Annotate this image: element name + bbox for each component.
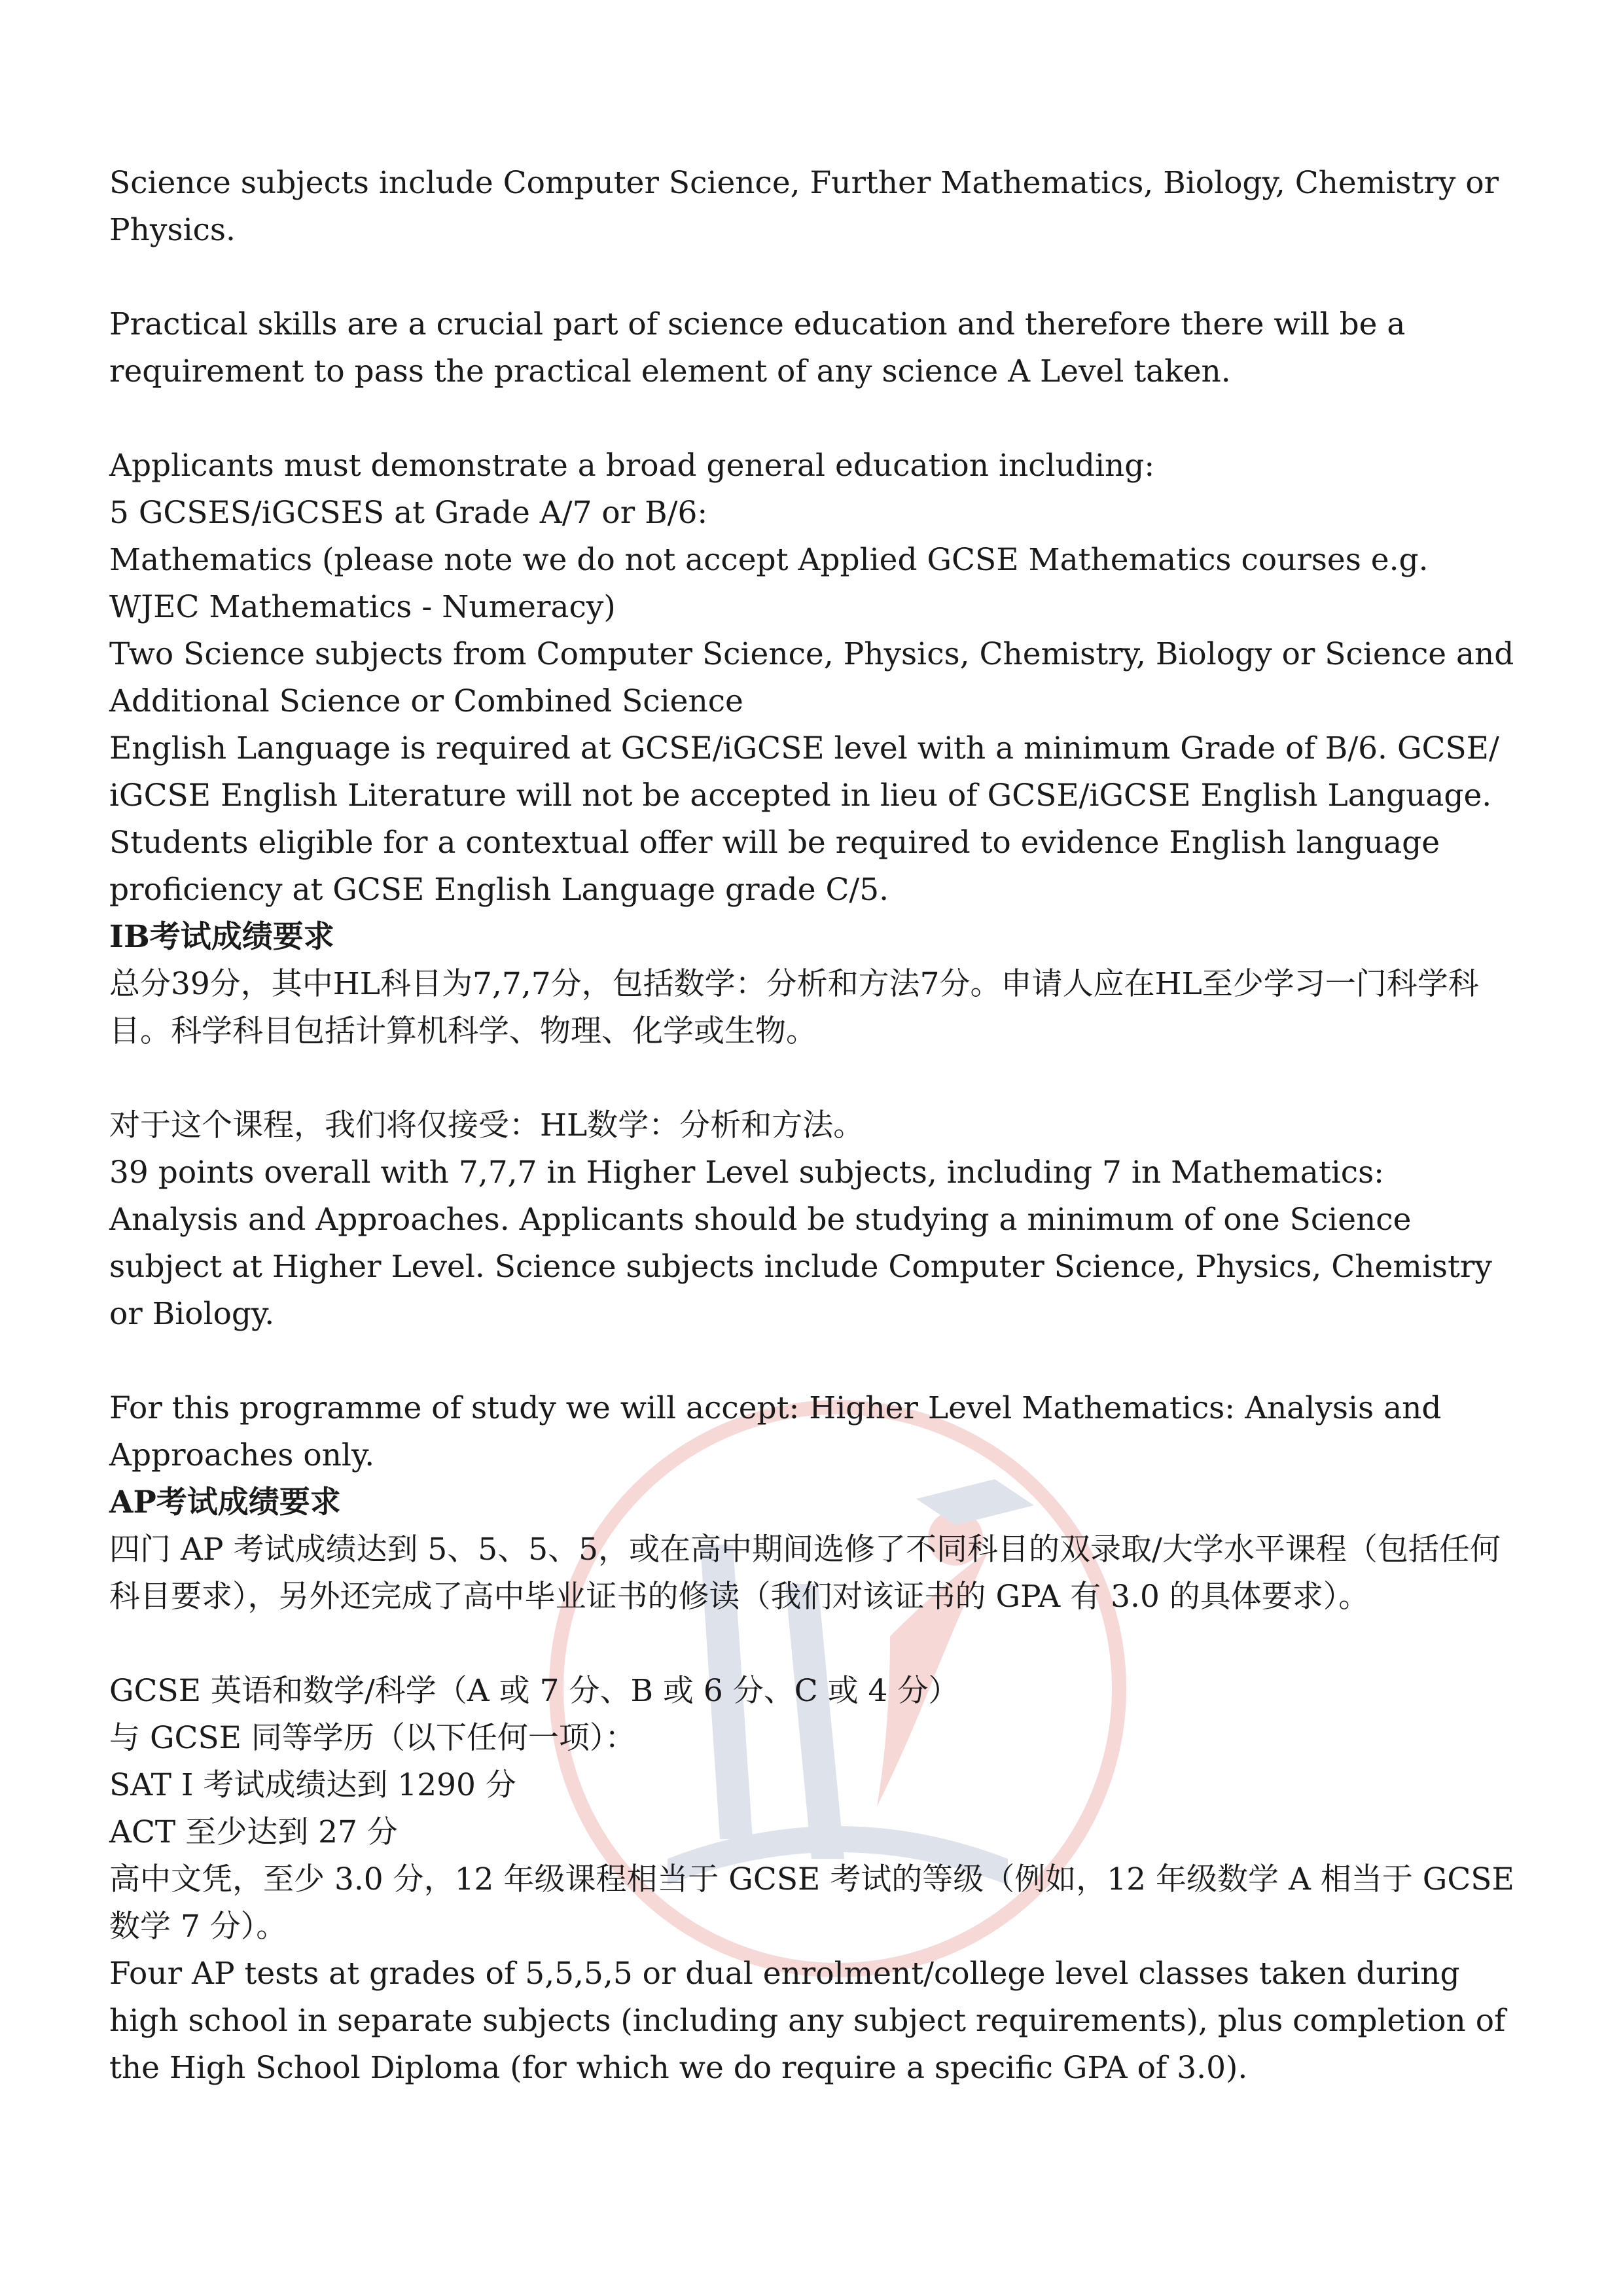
paragraph-gap xyxy=(109,1621,1523,1668)
text-line: SAT I 考试成绩达到 1290 分 xyxy=(109,1767,516,1803)
text-line: 5 GCSES/iGCSES at Grade A/7 or B/6: xyxy=(109,495,708,531)
paragraph-gap xyxy=(109,254,1523,301)
text-line: Four AP tests at grades of 5,5,5,5 or dual enrolment/college level classes taken during high school in separate subjects (including any subject requirements), plus completion of the High School Diploma (for which we do require a specific GPA of 3.0). xyxy=(109,1956,1506,2086)
document-body xyxy=(109,160,1523,2092)
paragraph-gap xyxy=(109,1338,1523,1385)
text-line: Applicants must demonstrate a broad general education including: xyxy=(109,448,1155,484)
text-line: English Language is required at GCSE/iGCSE level with a minimum Grade of B/6. GCSE/ iGCSE English Literature will not be accepted in lieu of GCSE/iGCSE English Language. Students eligible for a contextual offer will be required to evidence English language proficiency at GCSE English Language grade C/5. xyxy=(109,730,1499,908)
text-line: 四门 AP 考试成绩达到 5、5、5、5，或在高中期间选修了不同科目的双录取/大学水平课程（包括任何科目要求），另外还完成了高中毕业证书的修读（我们对该证书的 GPA 有 3.0 的具体要求）。 xyxy=(109,1532,1501,1615)
ib-heading: IB考试成绩要求 xyxy=(109,919,334,955)
paragraph-gap xyxy=(109,1055,1523,1102)
text-line: 39 points overall with 7,7,7 in Higher Level subjects, including 7 in Mathematics: Analysis and Approaches. Applicants should be studying a minimum of one Science subject at Higher Level. Science subjects include Computer Science, Physics, Chemistry or Biology. xyxy=(109,1155,1492,1332)
text-line: GCSE 英语和数学/科学（A 或 7 分、B 或 6 分、C 或 4 分） xyxy=(109,1673,959,1709)
text-line: Science subjects include Computer Science, Further Mathematics, Biology, Chemistry or Physics. xyxy=(109,165,1499,248)
paragraph-gap xyxy=(109,395,1523,442)
text-line: Practical skills are a crucial part of science education and therefore there will be a requirement to pass the practical element of any science A Level taken. xyxy=(109,306,1406,389)
text-line: 总分39分，其中HL科目为7,7,7分，包括数学：分析和方法7分。申请人应在HL至少学习一门科学科目。科学科目包括计算机科学、物理、化学或生物。 xyxy=(109,966,1479,1049)
text-line: Two Science subjects from Computer Science, Physics, Chemistry, Biology or Science and Additional Science or Combined Science xyxy=(109,636,1514,719)
text-line: 高中文凭，至少 3.0 分，12 年级课程相当于 GCSE 考试的等级（例如，12 年级数学 A 相当于 GCSE 数学 7 分）。 xyxy=(109,1861,1514,1945)
ap-heading: AP考试成绩要求 xyxy=(109,1484,341,1520)
text-line: 对于这个课程，我们将仅接受：HL数学：分析和方法。 xyxy=(109,1107,865,1143)
text-line: For this programme of study we will accept: Higher Level Mathematics: Analysis and Approaches only. xyxy=(109,1390,1442,1473)
text-line: ACT 至少达到 27 分 xyxy=(109,1814,398,1850)
text-line: 与 GCSE 同等学历（以下任何一项）： xyxy=(109,1720,636,1756)
text-line: Mathematics (please note we do not accept Applied GCSE Mathematics courses e.g. WJEC Mathematics - Numeracy) xyxy=(109,542,1429,625)
